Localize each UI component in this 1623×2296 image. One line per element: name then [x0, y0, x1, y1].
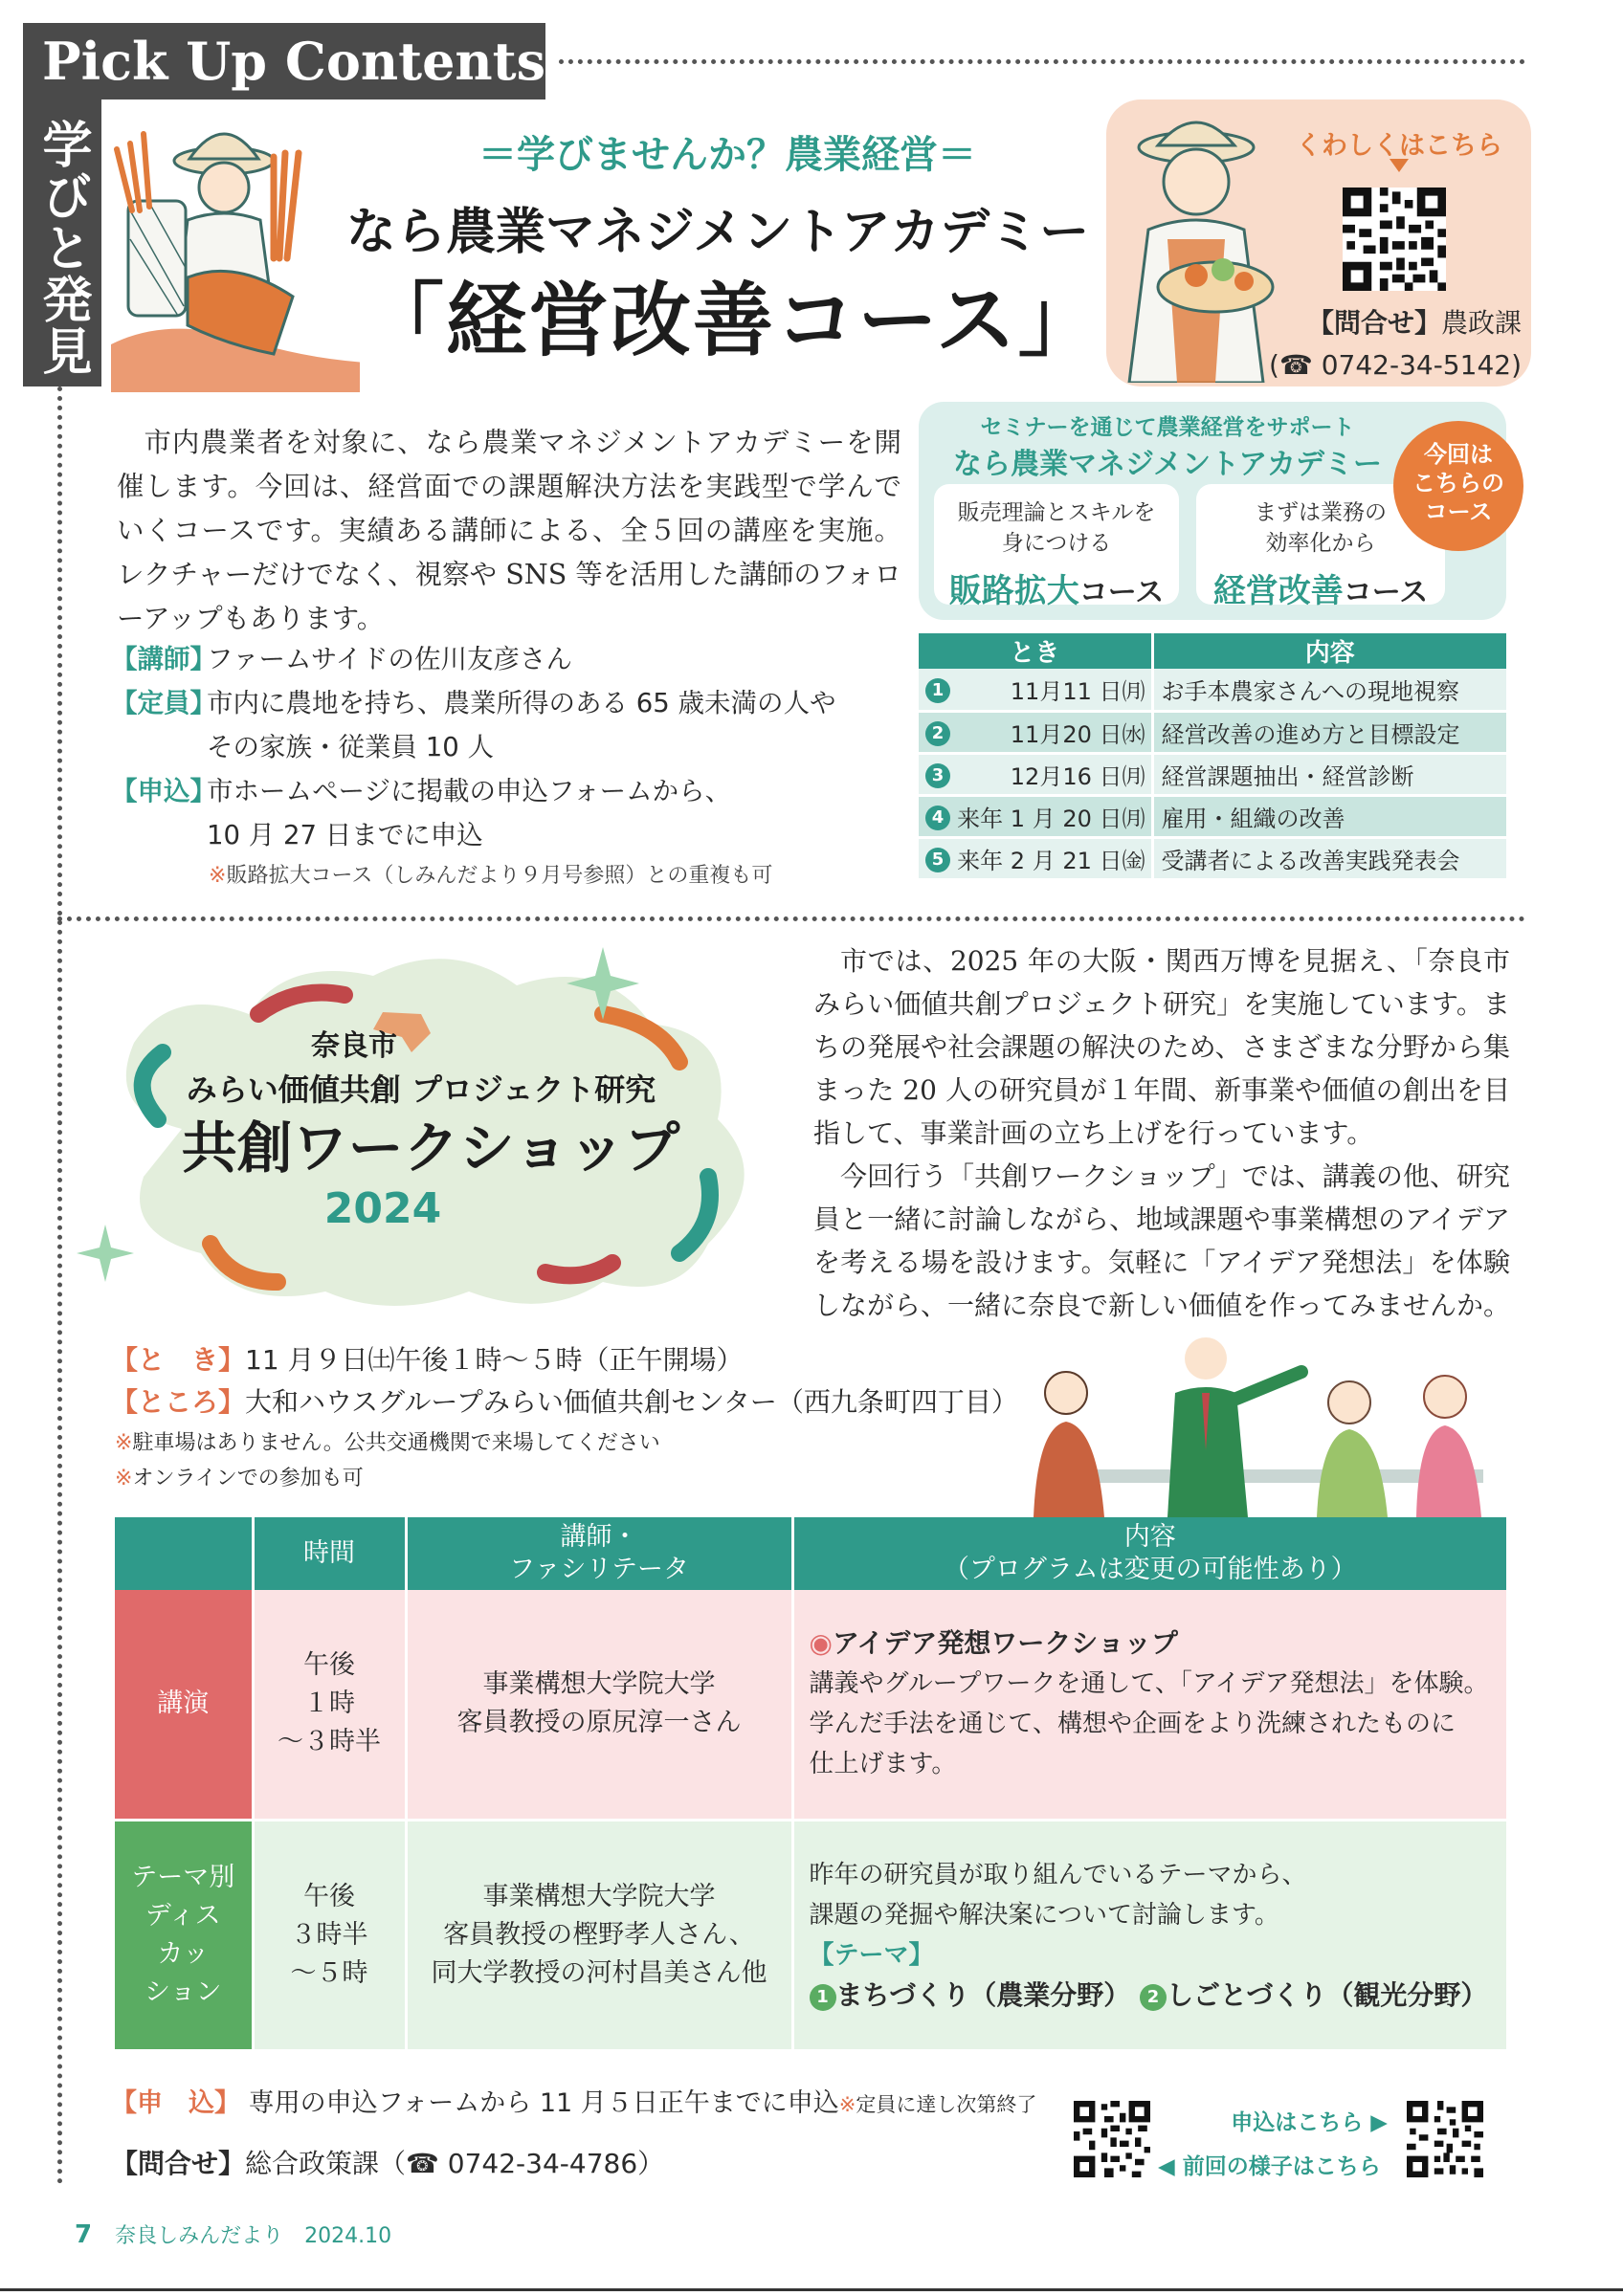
program-content-discussion: 昨年の研究員が取り組んでいるテーマから、 課題の発掘や解決案について討論します。 【テーマ】 1 まちづくり（農業分野） 2 しごとづくり（観光分野）	[792, 1820, 1506, 2049]
schedule-row	[919, 669, 1506, 711]
section-tab: 学びと発見	[23, 99, 101, 386]
academy-subtitle: セミナーを通じて農業経営をサポート	[980, 415, 1355, 440]
logo-year: 2024	[323, 1184, 442, 1233]
farmer-illustration	[111, 115, 360, 392]
session-number: 5	[919, 837, 957, 879]
session-content: 受講者による改善実践発表会	[1152, 837, 1506, 879]
session-number: 2	[919, 711, 957, 753]
farm-intro: 市内農業者を対象に、なら農業マネジメントアカデミーを開催します。今回は、経営面での課題解決方法を実践型で学んでいくコースです。実績ある講師による、全５回の講座を実施。レクチャーだけでなく、視察や SNS 等を活用した講師のフォローアップもあります。	[117, 427, 901, 634]
event-where: 【ところ】大和ハウスグループみらい価値共創センター（西九条町四丁目）	[111, 1386, 1018, 1418]
contact-phone: (☎ 0742-34-5142)	[1269, 349, 1522, 381]
logo-title: 共創ワークショップ	[181, 1115, 680, 1181]
program-content-lecture: ◉アイデア発想ワークショップ 講義やグループワークを通して、「アイデア発想法」を体験。 学んだ手法を通じて、構想や企画をより洗練されたものに 仕上げます。	[792, 1590, 1506, 1820]
session-date: 11月20 日㈬	[957, 711, 1152, 753]
workshop-logo	[67, 938, 794, 1320]
farm-title-line2: 「経営改善コース」	[364, 274, 1101, 367]
qr-code-icon[interactable]	[1343, 188, 1446, 291]
program-table	[115, 1517, 1506, 2049]
session-content: お手本農家さんへの現地視察	[1152, 669, 1506, 711]
page-number: 7	[75, 2220, 93, 2249]
workshop-contact: 【問合せ】総合政策課（☎ 0742-34-4786）	[111, 2148, 665, 2179]
session-content: 経営課題抽出・経営診断	[1152, 753, 1506, 795]
schedule-row	[919, 711, 1506, 753]
program-row-lecture	[115, 1590, 1506, 1820]
page-footer	[75, 2219, 553, 2249]
course-card-management: まずは業務の 効率化から 経営改善コース	[1196, 484, 1445, 605]
session-number: 1	[919, 669, 957, 711]
farm-details	[111, 637, 915, 895]
contact-label: 【問合せ】	[1306, 307, 1441, 339]
event-when: 【と き】11 月９日㈯午後１時～５時（正午開場）	[111, 1344, 744, 1376]
session-date: 来年 2 月 21 日㈮	[957, 837, 1152, 879]
course-card-sales: 販売理論とスキルを 身につける 販路拡大コース	[934, 484, 1179, 605]
event-details	[111, 1339, 1030, 1424]
program-head-lecturer: 講師・ ファシリテータ	[406, 1517, 792, 1590]
publication-name: 奈良しみんだより 2024.10	[115, 2224, 392, 2248]
farm-tagline: ＝学びませんか？農業経営＝	[478, 133, 976, 177]
schedule-head-content: 内容	[1152, 633, 1506, 669]
program-row-discussion	[115, 1820, 1506, 2049]
logo-sub: みらい価値共創 プロジェクト研究	[186, 1071, 656, 1108]
session-date: 12月16 日㈪	[957, 753, 1152, 795]
program-type-discussion: テーマ別 ディス カッ ション	[115, 1820, 253, 2049]
contact-dept: 農政課	[1440, 307, 1522, 339]
schedule-row	[919, 753, 1506, 795]
header-divider	[559, 59, 1525, 64]
academy-name: なら農業マネジメントアカデミー	[953, 448, 1382, 481]
section-divider	[57, 916, 1525, 921]
apply-link[interactable]: 申込はこちら ▶	[1231, 2110, 1388, 2135]
program-head-type	[115, 1517, 253, 1590]
lecturer-row: 【講師】 ファームサイドの佐川友彦さん	[111, 644, 572, 674]
session-content: 経営改善の進め方と目標設定	[1152, 711, 1506, 753]
farm-title-line1: なら農業マネジメントアカデミー	[345, 204, 1090, 261]
program-time-discussion: 午後 ３時半 ～５時	[253, 1820, 406, 2049]
session-number: 3	[919, 753, 957, 795]
apply-row: 【申込】 市ホームページに掲載の申込フォームから、 10 月 27 日までに申込	[111, 776, 732, 850]
pick-up-banner: Pick Up Contents!	[23, 23, 545, 99]
event-notes: ※駐車場はありません。公共交通機関で来場してください ※オンラインでの参加も可	[115, 1431, 660, 1490]
workshop-intro: 市では、2025 年の大阪・関西万博を見据え、「奈良市みらい価値共創プロジェクト研究」を実施しています。まちの発展や社会課題の解決のため、さまざまな分野から集まった 20 人の研究員が１年間、新事業や価値の創出を目指して、事業計画の立ち上げを行っています。 今回行う「共創ワークショップ」では、講義の他、研究員と一緒に討論しながら、地域課題や事業構想のアイデアを考える場を設けます。気軽に「アイデア発想法」を体験しながら、一緒に奈良で新しい価値を作ってみませんか。	[813, 945, 1511, 1321]
workshop-apply: 【申 込】 専用の申込フォームから 11 月５日正午までに申込※定員に達し次第終了	[111, 2088, 1037, 2118]
previous-event-link[interactable]: ◀ 前回の様子はこちら	[1158, 2154, 1381, 2179]
overlap-note: ※販路拡大コース（しみんだより９月号参照）との重複も可	[209, 864, 773, 888]
session-content: 雇用・組織の改善	[1152, 795, 1506, 837]
left-margin-line	[57, 386, 62, 2185]
program-time-lecture: 午後 １時 ～３時半	[253, 1590, 406, 1820]
schedule-table	[919, 633, 1506, 881]
capacity-row: 【定員】 市内に農地を持ち、農業所得のある 65 歳未満の人や その家族・従業員 10 人	[111, 688, 836, 762]
program-type-lecture: 講演	[115, 1590, 253, 1820]
qr-code-icon[interactable]	[1074, 2101, 1150, 2177]
farm-contact	[1244, 302, 1522, 386]
program-lecturer-discussion: 事業構想大学院大学 客員教授の樫野孝人さん、 同大学教授の河村昌美さん他	[406, 1820, 792, 2049]
schedule-head-date: とき	[919, 633, 1152, 669]
program-head-time: 時間	[253, 1517, 406, 1590]
session-date: 来年 1 月 20 日㈪	[957, 795, 1152, 837]
detail-link-label[interactable]: くわしくはこちら	[1296, 131, 1502, 161]
program-lecturer-lecture: 事業構想大学院大学 客員教授の原尻淳一さん	[406, 1590, 792, 1820]
session-date: 11月11 日㈪	[957, 669, 1152, 711]
meeting-people-illustration	[1024, 1336, 1489, 1517]
logo-city: 奈良市	[311, 1029, 397, 1063]
schedule-row	[919, 795, 1506, 837]
qr-code-icon[interactable]	[1407, 2101, 1483, 2177]
down-arrow-icon	[1390, 159, 1409, 172]
this-course-badge: 今回は こちらの コース	[1393, 421, 1523, 551]
program-head-content: 内容 （プログラムは変更の可能性あり）	[792, 1517, 1506, 1590]
bottom-rule	[0, 2288, 1623, 2291]
schedule-row	[919, 837, 1506, 879]
session-number: 4	[919, 795, 957, 837]
